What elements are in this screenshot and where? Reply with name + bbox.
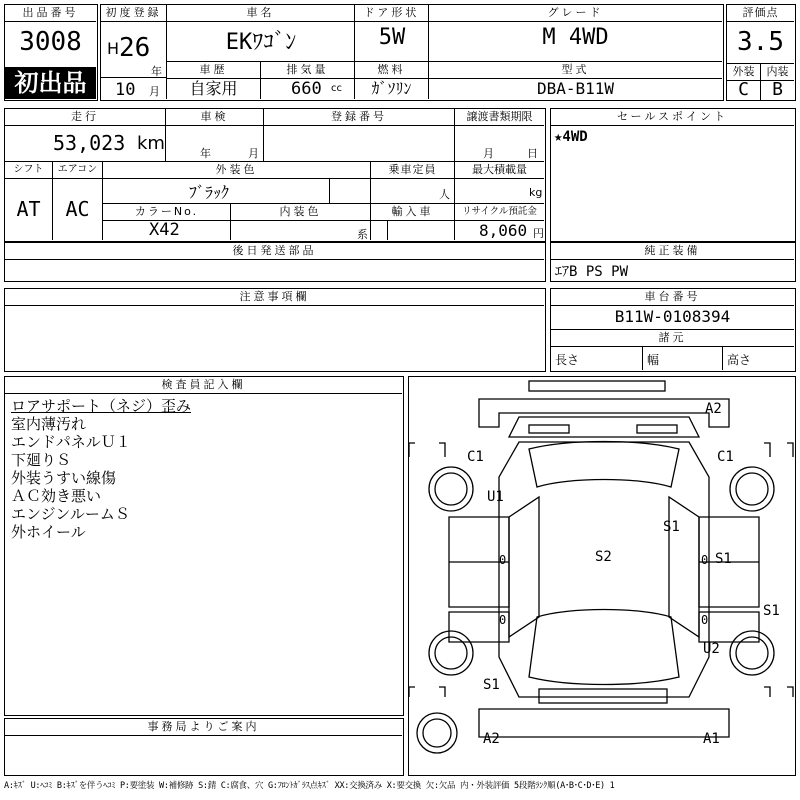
- note-line: ＡＣ効き悪い: [11, 487, 102, 505]
- damage-front-right-fender: C1: [717, 449, 734, 465]
- load-cell: [455, 178, 544, 203]
- exhibit-number-label: 出品番号: [5, 5, 96, 22]
- year-unit: 年: [151, 65, 162, 78]
- damage-right-front-door: S1: [663, 519, 680, 535]
- transfer-label: 譲渡書類期限: [455, 109, 544, 126]
- height-label: 高さ: [727, 353, 752, 367]
- reg-no-cell: [264, 125, 455, 161]
- genuine-equipment-text: ｴｱB PS PW: [555, 264, 629, 280]
- chassis-label: 車台番号: [551, 289, 794, 306]
- recycle-cell: [455, 220, 544, 240]
- reg-year: 26: [119, 33, 151, 63]
- capacity-cell: [371, 178, 455, 203]
- mileage-unit: km: [137, 133, 165, 154]
- dims-label: 諸元: [551, 329, 794, 347]
- sales-point-label: セールスポイント: [551, 109, 794, 126]
- genuine-equipment-label: 純正装備: [551, 243, 794, 260]
- inspection-label: 車検: [166, 109, 264, 126]
- displacement-cell: [261, 78, 355, 99]
- exterior-label: 外装: [727, 63, 761, 81]
- door-label: ドア形状: [355, 5, 429, 22]
- damage-small-right-lower: 0: [701, 613, 709, 627]
- damage-roof: S2: [595, 549, 612, 565]
- note-line: ロアサポート（ネジ）歪み: [11, 397, 192, 415]
- width-label: 幅: [647, 353, 660, 367]
- import-label: 輸入車: [371, 203, 455, 221]
- capacity-unit: 人: [439, 188, 450, 201]
- damage-small-left-lower: 0: [499, 613, 507, 627]
- vehicle-info-box: [100, 4, 724, 101]
- damage-front-left-fender: C1: [467, 449, 484, 465]
- color: ﾌﾞﾗｯｸ: [189, 183, 230, 202]
- mileage-cell: [5, 125, 166, 161]
- ac-label: エアコン: [53, 161, 103, 179]
- interior-color-label: 内装色: [231, 203, 371, 221]
- mileage-box: [4, 108, 546, 242]
- interior-color-unit: 系: [357, 228, 368, 241]
- displacement: 660: [291, 79, 322, 99]
- reg-no-label: 登録番号: [264, 109, 455, 126]
- history-label: 車歴: [167, 61, 261, 79]
- note-line: エンジンルームＳ: [11, 505, 130, 523]
- eval-score: 3.5: [737, 27, 784, 57]
- exterior-grade: C: [727, 79, 761, 100]
- inspection-year-unit: 年: [200, 147, 211, 160]
- chassis-number: B11W-0108394: [614, 307, 731, 326]
- shift-label: シフト: [5, 161, 53, 179]
- recycle-label: リサイクル預託金: [455, 203, 544, 221]
- transfer-month-unit: 月: [483, 147, 494, 160]
- transfer-cell: [455, 125, 544, 161]
- load-label: 最大積載量: [455, 161, 544, 179]
- era: H: [107, 39, 120, 58]
- damage-small-right-upper: 0: [701, 553, 709, 567]
- car-name: EKﾜｺﾞﾝ: [225, 30, 297, 55]
- ac: AC: [53, 178, 103, 240]
- door-type: 5W: [378, 25, 406, 50]
- color-no-label: カラーNo.: [103, 203, 231, 221]
- damage-rear-bumper-right: A1: [703, 731, 720, 747]
- damage-left-rear: S1: [483, 677, 500, 693]
- note-line: エンドパネルＵ１: [11, 433, 131, 451]
- interior-label: 内装: [761, 63, 794, 81]
- width-cell: [643, 346, 723, 370]
- displacement-label: 排気量: [261, 61, 355, 79]
- later-parts-label: 後日発送部品: [5, 243, 544, 260]
- later-parts-box: [4, 242, 546, 282]
- grade-label: グレード: [429, 5, 722, 22]
- damage-left-front-door: U1: [487, 489, 504, 505]
- damage-small-left-upper: 0: [499, 553, 507, 567]
- car-name-label: 車名: [167, 5, 355, 22]
- color-cell: [103, 178, 371, 203]
- capacity-label: 乗車定員: [371, 161, 455, 179]
- fuel: ｶﾞｿﾘﾝ: [355, 78, 429, 99]
- eval-label: 評価点: [727, 5, 794, 22]
- note-line: 室内薄汚れ: [11, 415, 87, 433]
- caution-box: [4, 288, 546, 372]
- damage-right-rear-door: S1: [715, 551, 732, 567]
- interior-grade: B: [772, 79, 783, 100]
- grade: M 4WD: [542, 25, 609, 50]
- car-diagram: [409, 377, 794, 774]
- note-line: 外装うすい線傷: [11, 469, 117, 487]
- exhibit-number: 3008: [19, 27, 82, 57]
- first-reg-cell: [101, 21, 167, 99]
- displacement-unit: cc: [331, 83, 342, 94]
- color-label: 外装色: [103, 161, 371, 179]
- damage-right-quarter: S1: [763, 603, 780, 619]
- office-notice-box: [4, 718, 404, 776]
- inspector-label: 検査員記入欄: [5, 377, 402, 394]
- history: 自家用: [167, 78, 261, 99]
- import-cell: [371, 220, 455, 240]
- exhibit-number-box: [4, 4, 98, 101]
- model: DBA-B11W: [536, 79, 615, 98]
- car-diagram-box: [408, 376, 796, 776]
- mileage-label: 走行: [5, 109, 166, 126]
- note-line: 下廻りＳ: [11, 451, 72, 469]
- genuine-equipment-box: [550, 242, 796, 282]
- inspector-notes: [11, 397, 191, 541]
- legend-text: A:ｷｽﾞ U:ﾍｺﾐ B:ｷｽﾞを伴うﾍｺﾐ P:要塗装 W:補修跡 S:錆 C:腐食、穴 G:ﾌﾛﾝﾄｶﾞﾗｽ点ｷｽﾞ XX:交換済み X:要交換 欠:欠品 内・外装評価 5段階ﾗﾝｸ順(A･B･C･D･E) 1: [4, 781, 615, 791]
- inspector-box: [4, 376, 404, 716]
- evaluation-box: [726, 4, 796, 101]
- color-no: X42: [103, 220, 231, 240]
- reg-month: 10: [115, 80, 136, 100]
- damage-rear-bumper-left: A2: [483, 731, 500, 747]
- damage-front-bumper: A2: [705, 401, 722, 417]
- damage-right-rear: U2: [703, 641, 720, 657]
- first-listing-badge: 初出品: [5, 67, 96, 99]
- sales-point-text: ★4WD: [554, 129, 588, 145]
- note-line: 外ホイール: [11, 523, 86, 541]
- chassis-box: [550, 288, 796, 372]
- transfer-day-unit: 日: [527, 147, 538, 160]
- first-reg-label: 初度登録: [101, 5, 167, 22]
- recycle-amount: 8,060: [479, 221, 528, 240]
- inspection-cell: [166, 125, 264, 161]
- height-cell: [723, 346, 794, 370]
- load-unit: kg: [529, 186, 543, 199]
- interior-color-cell: [231, 220, 371, 240]
- month-unit: 月: [149, 85, 160, 98]
- caution-label: 注意事項欄: [5, 289, 544, 306]
- office-notice-label: 事務局よりご案内: [5, 719, 402, 736]
- inspection-month-unit: 月: [248, 147, 259, 160]
- model-label: 型式: [429, 61, 722, 79]
- recycle-unit: 円: [533, 227, 544, 240]
- length-label: 長さ: [555, 353, 580, 367]
- shift: AT: [5, 178, 53, 240]
- fuel-label: 燃料: [355, 61, 429, 79]
- sales-point-box: [550, 108, 796, 242]
- mileage: 53,023: [53, 131, 126, 155]
- length-cell: [551, 346, 643, 370]
